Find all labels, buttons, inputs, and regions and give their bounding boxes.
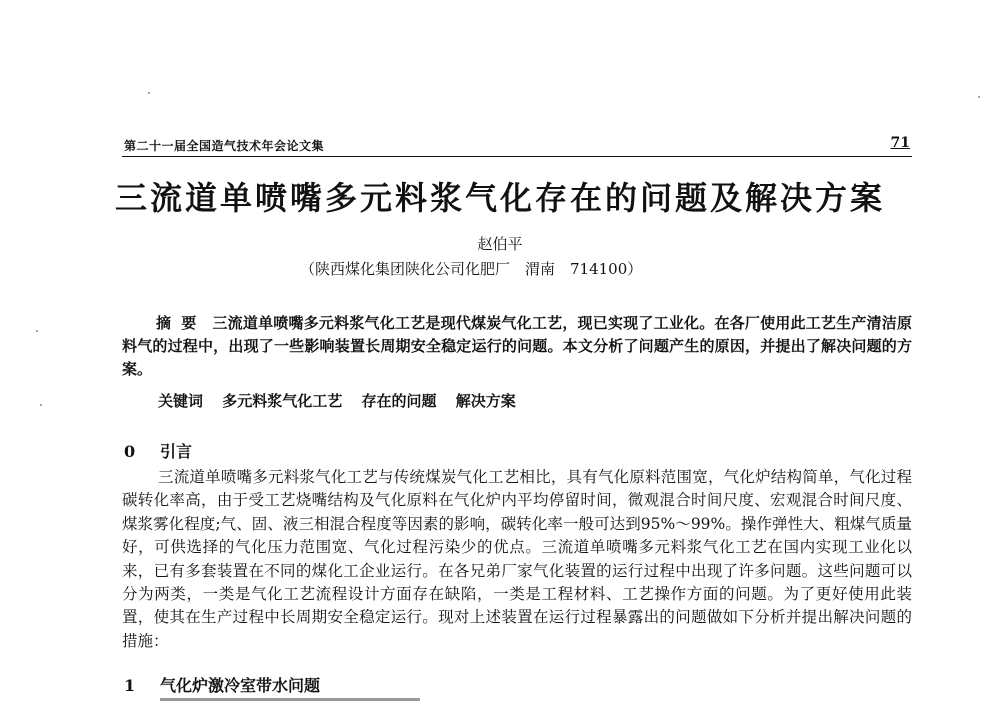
keyword: 解决方案 <box>455 392 516 410</box>
scan-speck <box>148 92 150 94</box>
affiliation: （陕西煤化集团陕化公司化肥厂 渭南 714100） <box>300 260 643 278</box>
scan-speck <box>978 96 980 98</box>
paper-title: 三流道单喷嘴多元料浆气化存在的问题及解决方案 <box>114 179 885 217</box>
keywords <box>122 390 948 413</box>
abstract-text: 三流道单喷嘴多元料浆气化工艺是现代煤炭气化工艺，现已实现了工业化。在各厂使用此工艺生产清洁原料气的过程中，出现了一些影响装置长周期安全稳定运行的问题。本文分析了问题产生的原因，并提出了解决问题的方案。 <box>122 314 912 378</box>
abstract <box>122 312 912 381</box>
cut-off-text-line <box>160 698 460 703</box>
section-number: 0 <box>124 442 136 461</box>
section-heading-1 <box>124 675 320 697</box>
section-title: 引言 <box>160 442 193 461</box>
scan-speck <box>36 330 38 332</box>
journal-title: 第二十一届全国造气技术年会论文集 <box>124 139 325 153</box>
keyword: 多元料浆气化工艺 <box>222 392 343 410</box>
scan-speck <box>40 404 42 406</box>
section-title: 气化炉激冷室带水问题 <box>160 676 321 695</box>
keyword: 存在的问题 <box>361 392 437 410</box>
author: 赵伯平 <box>477 235 523 253</box>
running-header <box>122 134 912 157</box>
introduction-body: 三流道单喷嘴多元料浆气化工艺与传统煤炭气化工艺相比，具有气化原料范围宽，气化炉结构简单，气化过程碳转化率高，由于受工艺烧嘴结构及气化原料在气化炉内平均停留时间，微观混合时间尺度、宏观混合时间尺度、煤浆雾化程度;气、固、液三相混合程度等因素的影响，碳转化率一般可达到95%～99%。操作弹性大、粗煤气质量好，可供选择的气化压力范围宽、气化过程污染少的优点。三流道单喷嘴多元料浆气化工艺在国内实现工业化以来，已有多套装置在不同的煤化工企业运行。在各兄弟厂家气化装置的运行过程中出现了许多问题。这些问题可以分为两类，一类是气化工艺流程设计方面存在缺陷，一类是工程材料、工艺操作方面的问题。为了更好使用此装置，使其在生产过程中长周期安全稳定运行。现对上述装置在运行过程暴露出的问题做如下分析并提出解决问题的措施： <box>122 468 912 650</box>
section-heading-introduction <box>124 441 192 463</box>
section-number: 1 <box>124 676 136 695</box>
abstract-label: 摘要 <box>156 314 207 332</box>
page-number: 71 <box>890 135 910 151</box>
keywords-label: 关键词 <box>158 392 204 410</box>
